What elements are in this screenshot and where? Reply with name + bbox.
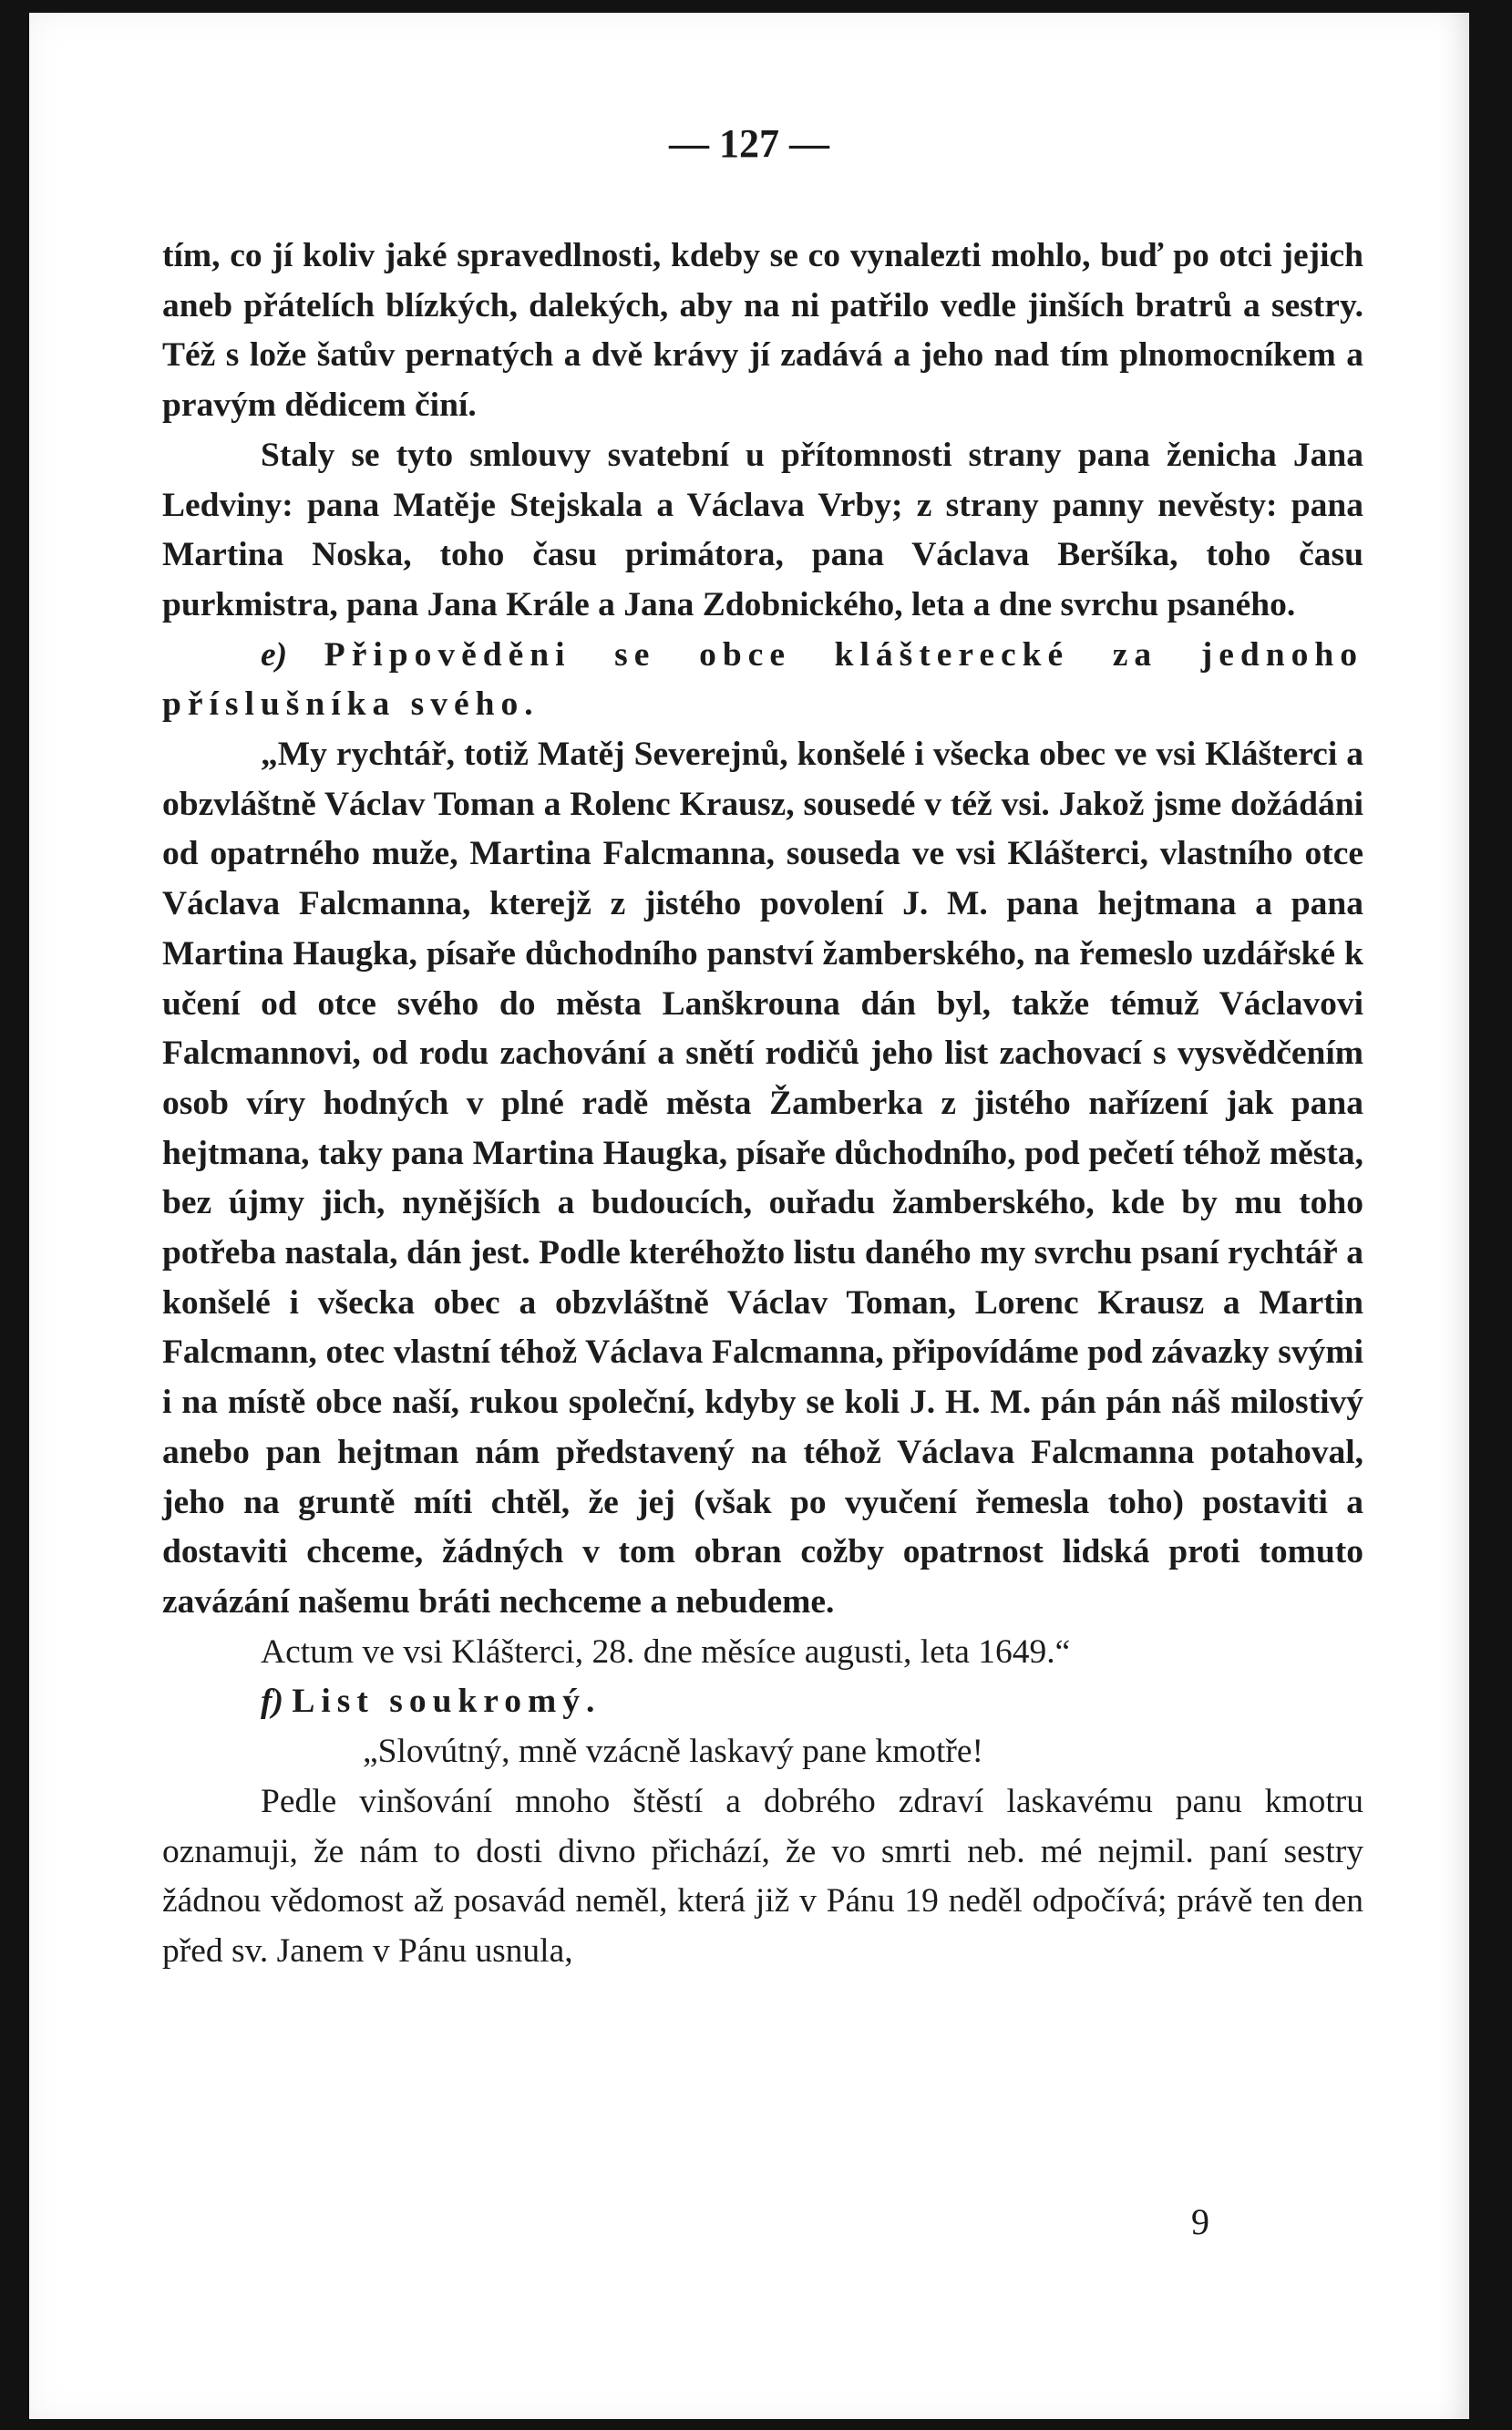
body-text	[162, 232, 1363, 1977]
section-e-heading	[162, 631, 1363, 730]
paragraph-5: Pedle vinšování mnoho štěstí a dobrého zdraví laskavému panu kmotru oznamuji, že nám to dosti divno přichází, že vo smrti neb. mé nejmil. paní sestry žádnou vědomost až posavád neměl, která již v Pánu 19 neděl odpočívá; právě ten den před sv. Janem v Pánu usnula,	[162, 1782, 1363, 1970]
page-number: — 127 —	[669, 121, 829, 166]
section-f-title: List soukromý.	[292, 1683, 602, 1721]
signature-mark: 9	[1191, 2201, 1209, 2242]
scanned-page	[29, 13, 1469, 2419]
section-f-heading	[162, 1677, 1363, 1727]
letter-salutation: „Slovútný, mně vzácně laskavý pane kmotře!	[363, 1733, 984, 1771]
paragraph-4: Actum ve vsi Klášterci, 28. dne měsíce augusti, leta 1649.“	[261, 1632, 1071, 1671]
paragraph-1: tím, co jí koliv jaké spravedlnosti, kdeby se co vynalezti mohlo, buď po otci jejich aneb přátelích blízkých, dalekých, aby na ni patřilo vedle jinších bratrů a sestry. Též s lože šatův pernatých a dvě krávy jí zadává a jeho nad tím plnomocníkem a pravým dědicem činí.	[162, 237, 1363, 425]
section-e-title: Připověděni se obce klášterecké za jednoho příslušníka svého.	[162, 635, 1364, 724]
section-e-label: e)	[261, 635, 288, 674]
section-f-label: f)	[261, 1683, 283, 1721]
paragraph-2: Staly se tyto smlouvy svatební u přítomnosti strany pana ženicha Jana Ledviny: pana Matěje Stejskala a Václava Vrby; z strany panny nevěsty: pana Martina Noska, toho času primátora, pana Václava Beršíka, toho času purkmistra, pana Jana Krále a Jana Zdobnického, leta a dne svrchu psaného.	[162, 436, 1363, 623]
paragraph-3: „My rychtář, totiž Matěj Severejnů, konšelé i všecka obec ve vsi Klášterci a obzvláštně Václav Toman a Rolenc Krausz, sousedé v též vsi. Jakož jsme dožádáni od opatrného muže, Martina Falcmanna, souseda ve vsi Klášterci, vlastního otce Václava Falcmanna, kterejž z jistého povolení J. M. pana hejtmana a pana Martina Haugka, písaře důchodního panství žamberského, na řemeslo uzdářské k učení od otce svého do města Lanškrouna dán byl, takže témuž Václavovi Falcmannovi, od rodu zachování a snětí rodičů jeho list zachovací s vysvědčením osob víry hodných v plné radě města Žamberka z jistého nařízení jak pana hejtmana, taky pana Martina Haugka, písaře důchodního, pod pečetí téhož města, bez újmy jich, nynějších a budoucích, ouřadu žamberského, kde by mu toho potřeba nastala, dán jest. Podle kteréhožto listu daného my svrchu psaní rychtář a konšelé i všecka obec a obzvláštně Václav Toman, Lorenc Krausz a Martin Falcmann, otec vlastní téhož Václava Falcmanna, připovídáme pod závazky svými i na místě obce naší, rukou společní, kdyby se koli J. H. M. pán pán náš milostivý anebo pan hejtman nám představený na téhož Václava Falcmanna potahoval, jeho na gruntě míti chtěl, že jej (však po vyučení řemesla toho) postaviti a dostaviti chceme, žádných v tom obran cožby opatrnost lidská proti tomuto zavázání našemu bráti nechceme a nebudeme.	[162, 736, 1363, 1621]
